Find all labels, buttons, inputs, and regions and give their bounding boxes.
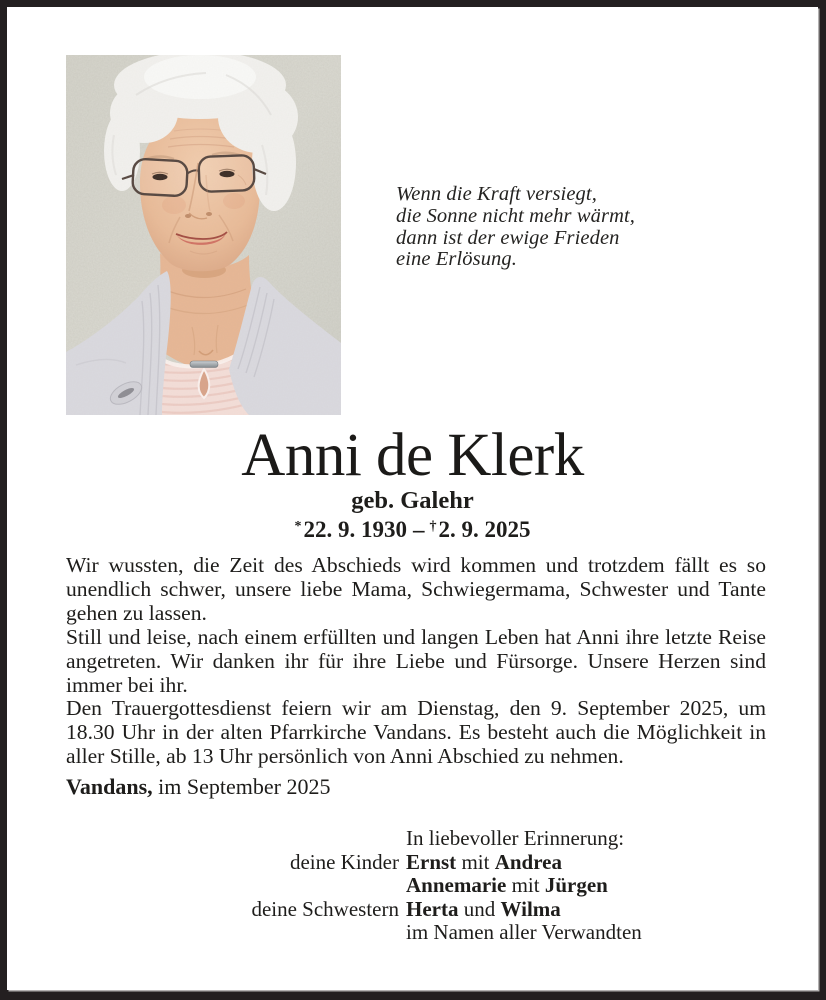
dateline	[66, 775, 330, 799]
verse-line: Wenn die Kraft versiegt,	[396, 183, 597, 205]
birth-date: 22. 9. 1930	[303, 517, 407, 542]
mourner-row	[66, 874, 642, 898]
verse-line: dann ist der ewige Frieden	[396, 226, 620, 249]
closing-heading: In liebevoller Erinnerung:	[406, 826, 625, 850]
portrait-illustration	[66, 55, 341, 415]
obituary-paragraph: Still und leise, nach einem erfüllten und langen Leben hat Anni ihre letzte Reise angetreten. Wir danken ihr für ihre Liebe und Fürsorge. Unsere Herzen sind immer bei ihr.	[66, 624, 766, 697]
obituary-text	[66, 554, 766, 769]
died-symbol: †	[429, 519, 437, 534]
portrait-photo	[66, 55, 341, 415]
life-dates	[7, 514, 818, 542]
mourner-label: deine Schwestern	[251, 896, 399, 921]
mourner-row	[66, 851, 642, 875]
name-block	[7, 424, 818, 542]
mourners-list	[66, 827, 642, 945]
obituary-paragraph: Den Trauergottesdienst feiern wir am Dienstag, den 9. September 2025, um 18.30 Uhr in der alten Pfarrkirche Vandans. Es besteht auch die Möglichkeit in aller Stille, ab 13 Uhr persönlich von Anni Abschied zu nehmen.	[66, 696, 766, 769]
mourner-row	[66, 921, 642, 945]
mourner-label	[66, 874, 399, 898]
mourner-names: Annemarie mit Jürgen	[406, 873, 608, 898]
dateline-place: Vandans,	[66, 774, 153, 799]
mourner-label	[66, 921, 399, 945]
dateline-date: im September 2025	[152, 774, 331, 799]
birth-name: geb. Galehr	[351, 487, 474, 514]
verse-line: die Sonne nicht mehr wärmt,	[396, 204, 635, 227]
mourners-heading-row	[66, 827, 642, 851]
death-date: 2. 9. 2025	[438, 517, 531, 542]
born-symbol: *	[294, 519, 302, 534]
mourner-label: deine Kinder	[289, 849, 399, 874]
photo-grain	[66, 55, 341, 415]
dates-separator: –	[413, 517, 425, 542]
mourner-row	[66, 898, 642, 922]
mourner-names: Ernst mit Andrea	[406, 849, 562, 874]
memorial-verse	[396, 184, 635, 271]
obituary-card	[7, 7, 818, 990]
verse-line: eine Erlösung.	[396, 248, 517, 271]
mourner-names: im Namen aller Verwandten	[406, 920, 642, 945]
mourner-names: Herta und Wilma	[406, 896, 561, 921]
obituary-paragraph: Wir wussten, die Zeit des Abschieds wird kommen und trotzdem fällt es so unendlich schwer, unsere liebe Mama, Schwiegermama, Schwester und Tante gehen zu lassen.	[66, 553, 766, 625]
deceased-name: Anni de Klerk	[241, 422, 584, 489]
